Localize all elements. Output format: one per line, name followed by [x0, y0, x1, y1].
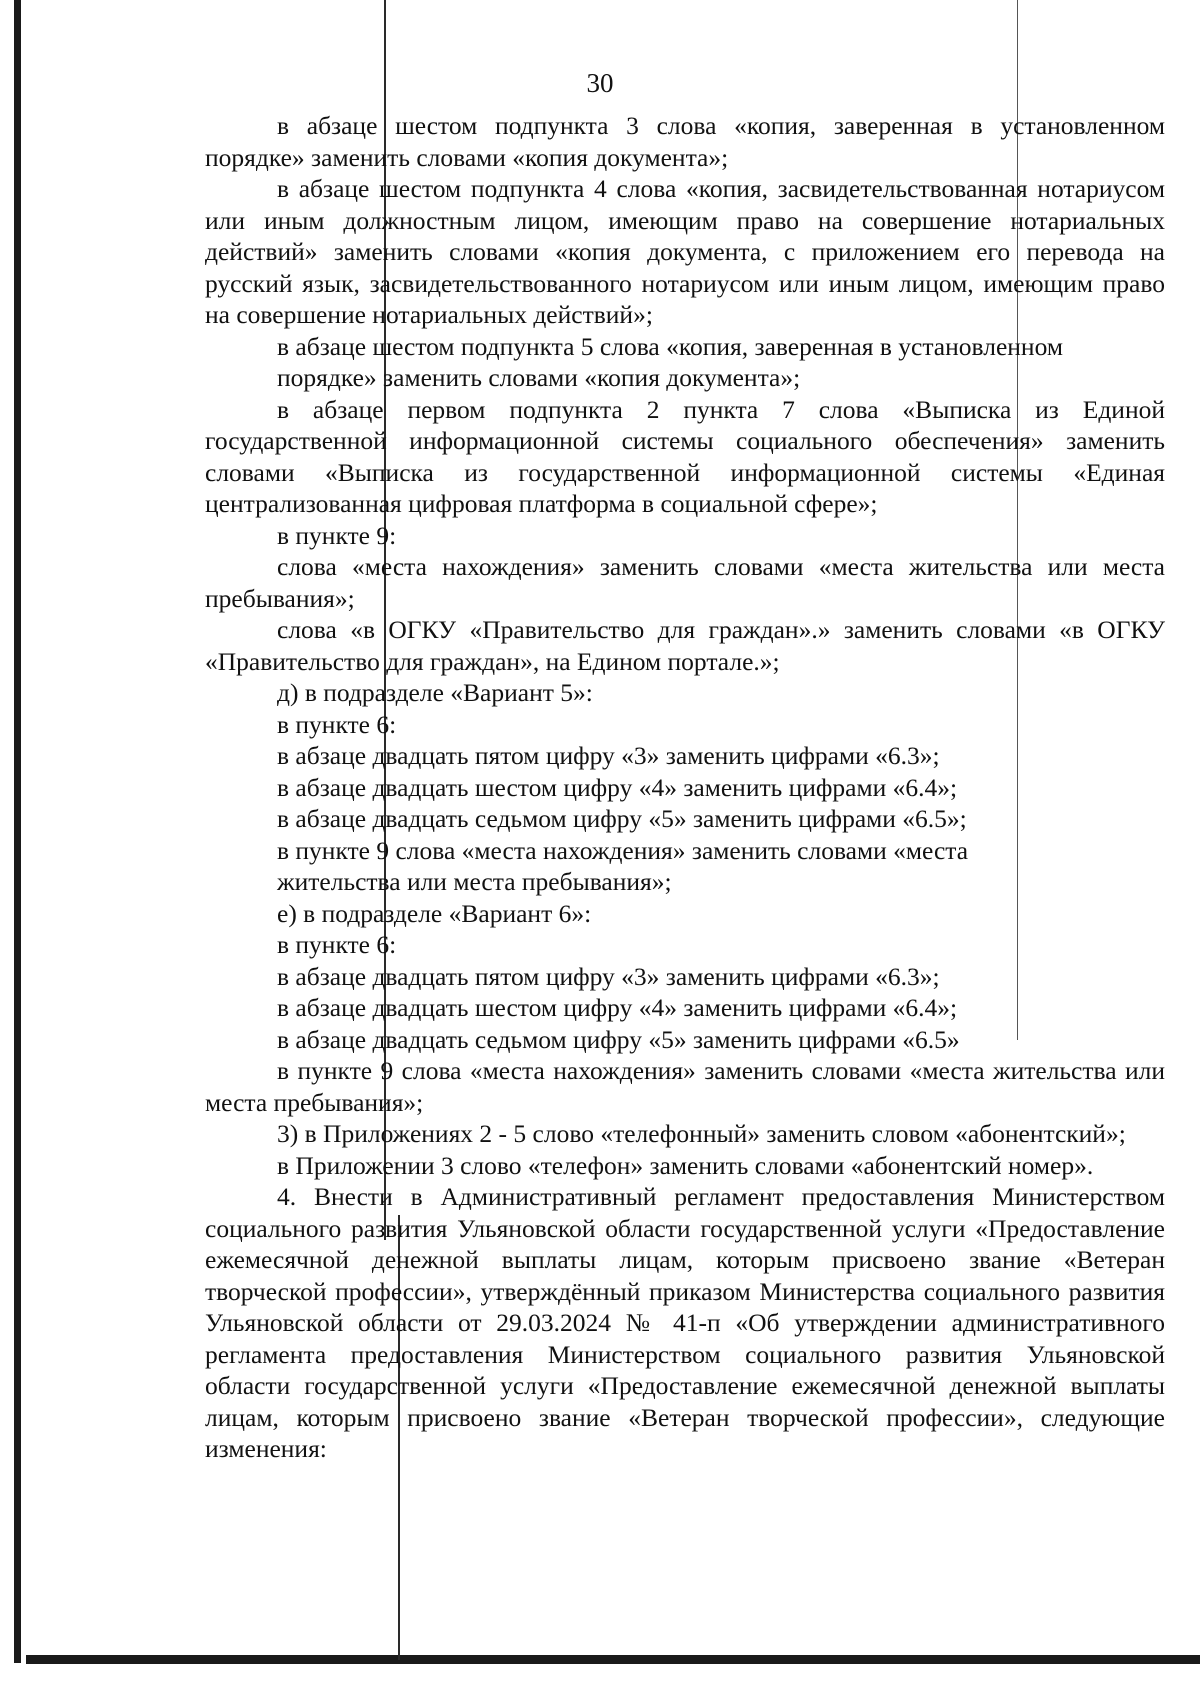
paragraph: в абзаце двадцать пятом цифру «3» заменить цифрами «6.3»;	[277, 741, 940, 770]
paragraph: в абзаце двадцать шестом цифру «4» заменить цифрами «6.4»;	[277, 772, 958, 802]
paragraph: в абзаце двадцать седьмом цифру «5» заменить цифрами «6.5»	[277, 1024, 960, 1054]
paragraph: в пункте 9 слова «места нахождения» заменить словами «места	[277, 835, 969, 865]
paragraph: 3) в Приложениях 2 - 5 слово «телефонный» заменить словом «абонентский»;	[277, 1119, 1126, 1148]
paragraph: в абзаце шестом подпункта 5 слова «копия, заверенная в установленном	[277, 331, 1063, 361]
page-number: 30	[586, 68, 614, 98]
document-body	[205, 110, 1165, 1465]
paragraph: в пункте 6:	[277, 709, 397, 739]
paragraph: жительства или места пребывания»;	[277, 867, 672, 896]
paragraph: в пункте 6:	[277, 930, 397, 959]
paragraph: в абзаце шестом подпункта 4 слова «копия, засвидетельствованная нотариусом или иным должностным лицом, имеющим право на совершение нотариальных действий» заменить словами «копия документа, с приложением его перевода на русский язык, засвидетельствованного нотариусом или иным лицом, имеющим право на совершение нотариальных действий»;	[205, 174, 1165, 329]
paragraph: в пункте 9 слова «места нахождения» заменить словами «места жительства или места пребывания»;	[205, 1056, 1165, 1117]
paragraph: в абзаце двадцать пятом цифру «3» заменить цифрами «6.3»;	[277, 961, 940, 991]
paragraph: в абзаце двадцать шестом цифру «4» заменить цифрами «6.4»;	[277, 993, 958, 1022]
scan-left-edge	[14, 0, 21, 1663]
paragraph: д) в подразделе «Вариант 5»:	[277, 678, 593, 707]
paragraph: слова «места нахождения» заменить словами «места жительства или места пребывания»;	[205, 552, 1165, 613]
paragraph: 4. Внести в Административный регламент предоставления Министерством социального развития Ульяновской области государственной услуги «Предоставление ежемесячной денежной выплаты лицам, которым присвоено звание «Ветеран творческой профессии», утверждённый приказом Министерства социального развития Ульяновской области от 29.03.2024 № 41-п «Об утверждении административного регламента предоставления Министерством социального развития Ульяновской области государственной услуги «Предоставление ежемесячной денежной выплаты лицам, которым присвоено звание «Ветеран творческой профессии», следующие изменения:	[205, 1182, 1165, 1463]
paragraph: в пункте 9:	[277, 520, 397, 550]
scan-bottom-edge	[26, 1655, 1200, 1664]
paragraph: е) в подразделе «Вариант 6»:	[277, 898, 592, 928]
paragraph: в абзаце первом подпункта 2 пункта 7 слова «Выписка из Единой государственной информационной системы социального обеспечения» заменить словами «Выписка из государственной информационной системы «Единая централизованная цифровая платформа в социальной сфере»;	[205, 394, 1165, 518]
paragraph: в Приложении 3 слово «телефон» заменить словами «абонентский номер».	[277, 1150, 1094, 1180]
paragraph: в абзаце шестом подпункта 3 слова «копия, заверенная в установленном порядке» заменить словами «копия документа»;	[205, 111, 1165, 172]
paragraph: слова «в ОГКУ «Правительство для граждан».» заменить словами «в ОГКУ «Правительство для граждан», на Едином портале.»;	[205, 615, 1165, 676]
paragraph: порядке» заменить словами «копия документа»;	[277, 363, 801, 392]
paragraph: в абзаце двадцать седьмом цифру «5» заменить цифрами «6.5»;	[277, 804, 967, 833]
